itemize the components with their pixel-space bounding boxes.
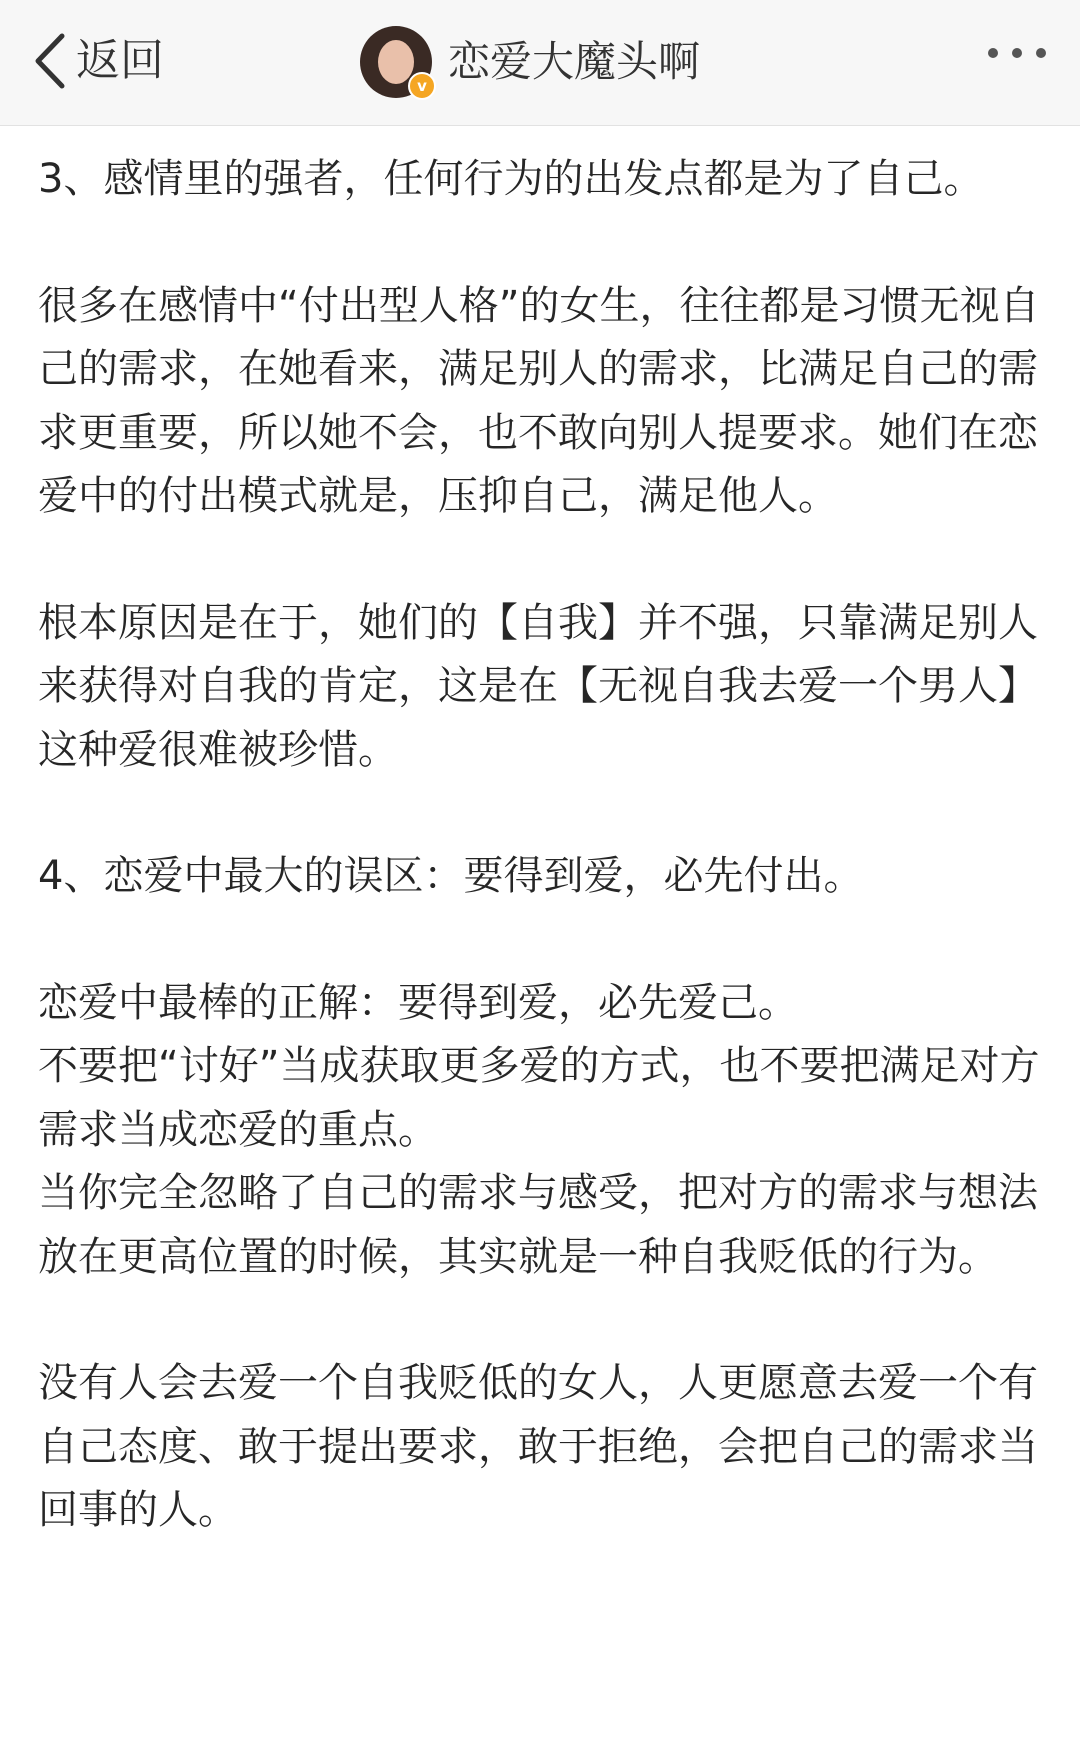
avatar-face (378, 40, 414, 84)
user-nickname[interactable]: 恋爱大魔头啊 (448, 37, 701, 86)
paragraph: 很多在感情中“付出型人格”的女生，往往都是习惯无视自己的需求，在她看来，满足别人的需求，比满足自己的需求更重要，所以她不会，也不敢向别人提要求。她们在恋爱中的付出模式就是，压抑自己，满足他人。 (38, 282, 1040, 519)
back-button[interactable] (32, 30, 164, 92)
paragraph: 根本原因是在于，她们的【自我】并不强，只靠满足别人来获得对自我的肯定，这是在【无视自我去爱一个男人】这种爱很难被珍惜。 (38, 599, 1038, 773)
more-dots-icon (1012, 48, 1022, 58)
article-body (0, 126, 1080, 1543)
navigation-bar (0, 0, 1080, 126)
more-options-button[interactable] (988, 48, 1046, 58)
more-dots-icon (1036, 48, 1046, 58)
paragraph: 3、感情里的强者，任何行为的出发点都是为了自己。 (38, 156, 984, 202)
more-dots-icon (988, 48, 998, 58)
paragraph: 4、恋爱中最大的误区：要得到爱，必先付出。 (38, 853, 864, 899)
back-label: 返回 (76, 35, 164, 86)
verified-badge-icon: v (408, 72, 436, 100)
paragraph: 不要把“讨好”当成获取更多爱的方式，也不要把满足对方需求当成恋爱的重点。 (38, 1043, 1040, 1153)
paragraph: 当你完全忽略了自己的需求与感受，把对方的需求与想法放在更高位置的时候，其实就是一种自我贬低的行为。 (38, 1170, 1038, 1280)
profile-header[interactable] (360, 26, 700, 98)
paragraph: 没有人会去爱一个自我贬低的女人，人更愿意去爱一个有自己态度、敢于提出要求，敢于拒绝，会把自己的需求当回事的人。 (38, 1360, 1038, 1533)
chevron-left-icon (32, 30, 68, 92)
paragraph: 恋爱中最棒的正解：要得到爱，必先爱己。 (38, 979, 798, 1026)
avatar[interactable] (360, 26, 432, 98)
